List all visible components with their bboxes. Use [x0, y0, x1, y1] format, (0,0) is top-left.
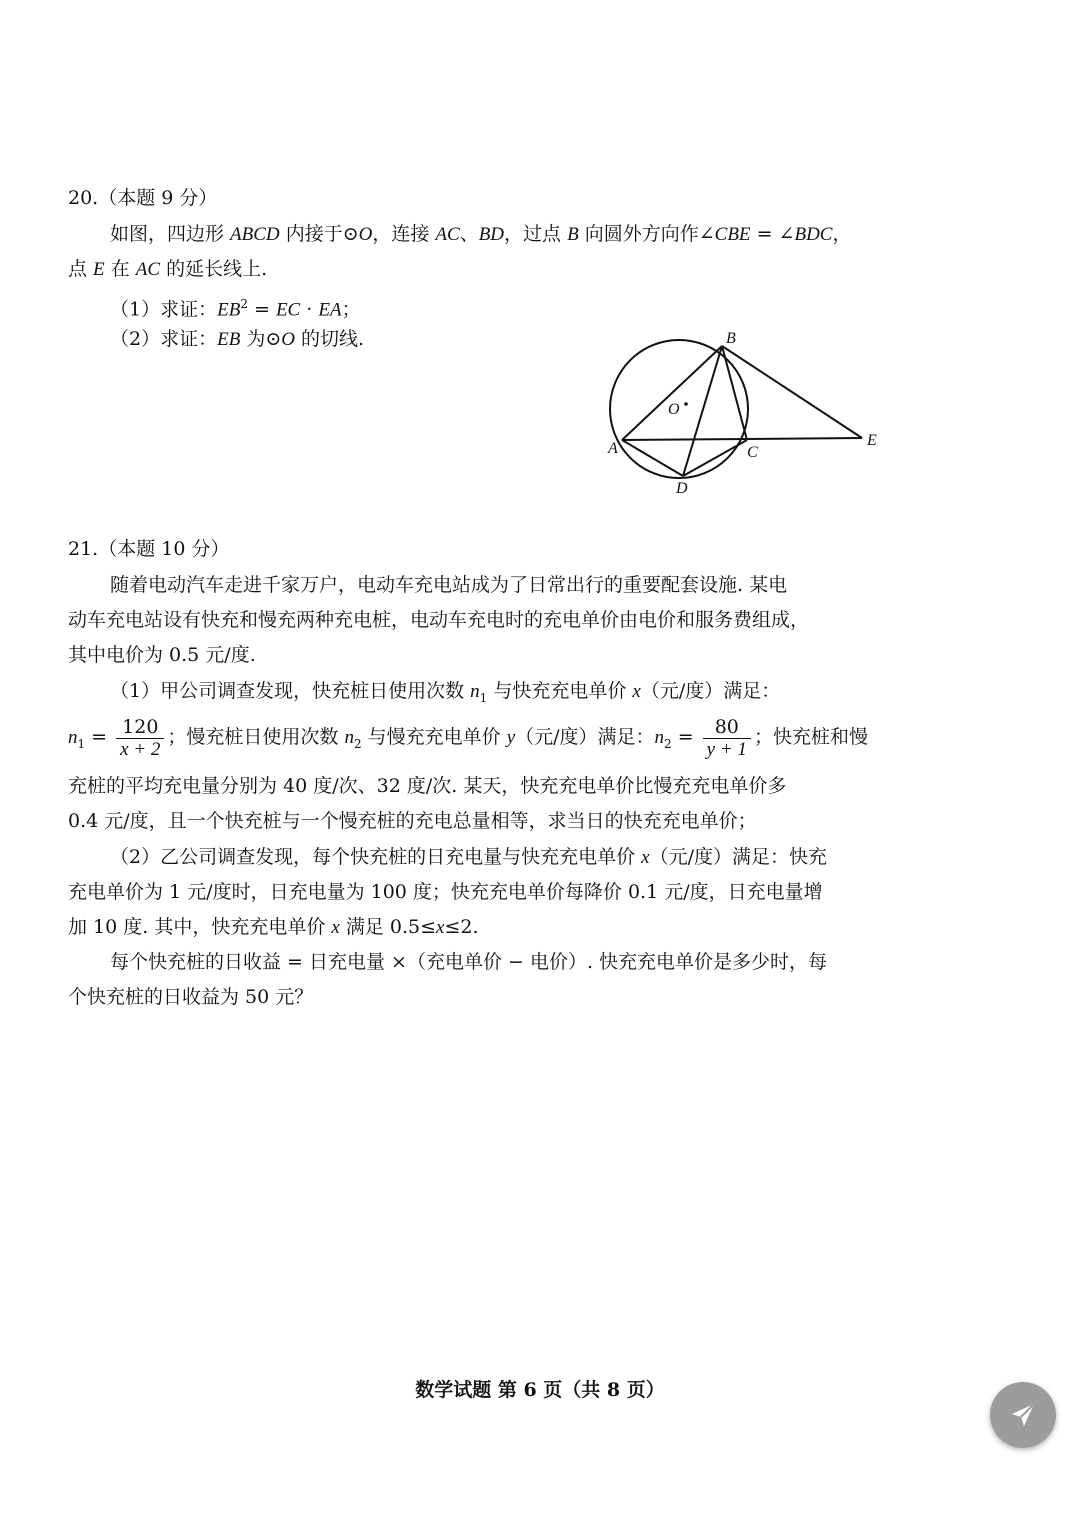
q21-text-line2: 动车充电站设有快充和慢充两种充电桩，电动车充电时的充电单价由电价和服务费组成，: [68, 609, 810, 631]
center-point-o: [684, 402, 688, 406]
q21-formula-line: $n_1$ = $\frac{120}{x + 2}$ ；慢充桩日使用次数 $n_2$ 与慢充充电单价 y（元/度）满足：$n_2$ = $\frac{80}{y + 1}$ ；快充桩和慢: [68, 715, 868, 760]
fraction-n2: $\frac{80}{y + 1}$: [703, 716, 751, 761]
q21-text-line3: 其中电价为 0.5 元/度.: [68, 644, 256, 666]
line-ae: [622, 438, 862, 440]
q21-subquestion-1-line1: （1）甲公司调查发现，快充桩日使用次数 $n_1$ 与快充充电单价 x（元/度）满足：: [110, 680, 781, 705]
fraction-n1: $\frac{120}{x + 2}$: [116, 716, 164, 761]
label-e: E: [867, 432, 877, 449]
floating-share-button[interactable]: [990, 1382, 1056, 1448]
q20-header: 20.（本题 9 分）: [68, 187, 218, 209]
q20-subquestion-2: （2）求证：EB 为⊙O 的切线.: [110, 328, 365, 350]
label-a: A: [608, 440, 618, 457]
label-o: O: [668, 401, 680, 418]
q21-subquestion-2-line1: （2）乙公司调查发现，每个快充桩的日充电量与快充充电单价 x（元/度）满足：快充: [110, 846, 827, 868]
page-footer: 数学试题 第 6 页（共 8 页）: [415, 1379, 665, 1401]
q21-header: 21.（本题 10 分）: [68, 538, 230, 560]
label-b: B: [726, 330, 736, 347]
label-d: D: [676, 480, 688, 497]
q21-text-line7: 0.4 元/度，且一个快充桩与一个慢充桩的充电总量相等，求当日的快充充电单价；: [68, 810, 757, 832]
q21-text-line11: 每个快充桩的日收益 = 日充电量 ×（充电单价 − 电价）. 快充充电单价是多少时，每: [110, 951, 828, 973]
circle-geometry-figure: [600, 325, 900, 505]
send-arrow-icon: [1006, 1398, 1040, 1432]
q21-text-line1: 随着电动汽车走进千家万户，电动车充电站成为了日常出行的重要配套设施. 某电: [110, 574, 788, 596]
q21-text-line9: 充电单价为 1 元/度时，日充电量为 100 度；快充充电单价每降价 0.1 元/度，日充电量增: [68, 881, 823, 903]
q20-text-line1: 如图，四边形 ABCD 内接于⊙O，连接 AC、BD，过点 B 向圆外方向作∠CBE = ∠BDC，: [110, 223, 852, 245]
q20-text-line2: 点 E 在 AC 的延长线上.: [68, 258, 268, 280]
q20-subquestion-1: （1）求证：$EB^2$ = EC · EA；: [110, 297, 361, 321]
q21-text-line10: 加 10 度. 其中，快充充电单价 x 满足 0.5≤x≤2.: [68, 916, 479, 938]
q21-text-line6: 充桩的平均充电量分别为 40 度/次、32 度/次. 某天，快充充电单价比慢充充电单价多: [68, 775, 787, 797]
label-c: C: [747, 444, 758, 461]
q21-text-line12: 个快充桩的日收益为 50 元？: [68, 986, 314, 1008]
